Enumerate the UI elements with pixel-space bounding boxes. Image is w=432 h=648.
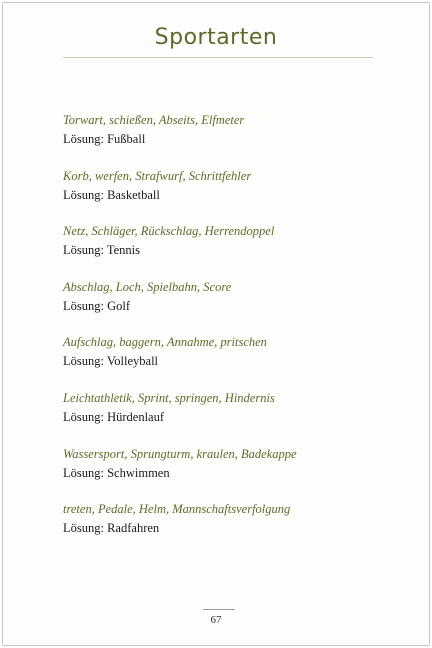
clue-text: Torwart, schießen, Abseits, Elfmeter — [63, 113, 245, 127]
clue-text: Wassersport, Sprungturm, kraulen, Badekappe — [63, 446, 297, 461]
list-item — [63, 445, 383, 501]
list-item — [63, 111, 383, 167]
clue-text: Abschlag, Loch, Spielbahn, Score — [63, 279, 232, 294]
answer-text: Lösung: Basketball — [63, 187, 160, 202]
answer-text: Lösung: Volleyball — [63, 354, 159, 369]
list-item — [63, 389, 383, 445]
entry-list — [63, 111, 383, 556]
clue-text: Leichtathletik, Sprint, springen, Hindernis — [63, 390, 275, 405]
list-item — [63, 333, 383, 389]
answer-text: Lösung: Schwimmen — [63, 465, 170, 480]
list-item — [63, 278, 383, 334]
answer-text: Lösung: Golf — [63, 298, 131, 313]
page-number: 67 — [210, 614, 222, 626]
page-title: Sportarten — [154, 25, 278, 50]
title-divider — [63, 57, 373, 58]
footer-divider — [203, 609, 235, 610]
book-page — [2, 2, 430, 646]
answer-text: Lösung: Radfahren — [63, 521, 160, 536]
answer-text: Lösung: Fußball — [63, 132, 146, 146]
answer-text: Lösung: Hürdenlauf — [63, 409, 165, 424]
list-item — [63, 222, 383, 278]
list-item — [63, 500, 383, 556]
answer-text: Lösung: Tennis — [63, 243, 141, 258]
clue-text: Netz, Schläger, Rückschlag, Herrendoppel — [63, 224, 275, 239]
clue-text: Aufschlag, baggern, Annahme, pritschen — [63, 335, 267, 350]
clue-text: treten, Pedale, Helm, Mannschaftsverfolgung — [63, 502, 291, 517]
list-item — [63, 167, 383, 223]
clue-text: Korb, werfen, Strafwurf, Schrittfehler — [63, 168, 252, 183]
